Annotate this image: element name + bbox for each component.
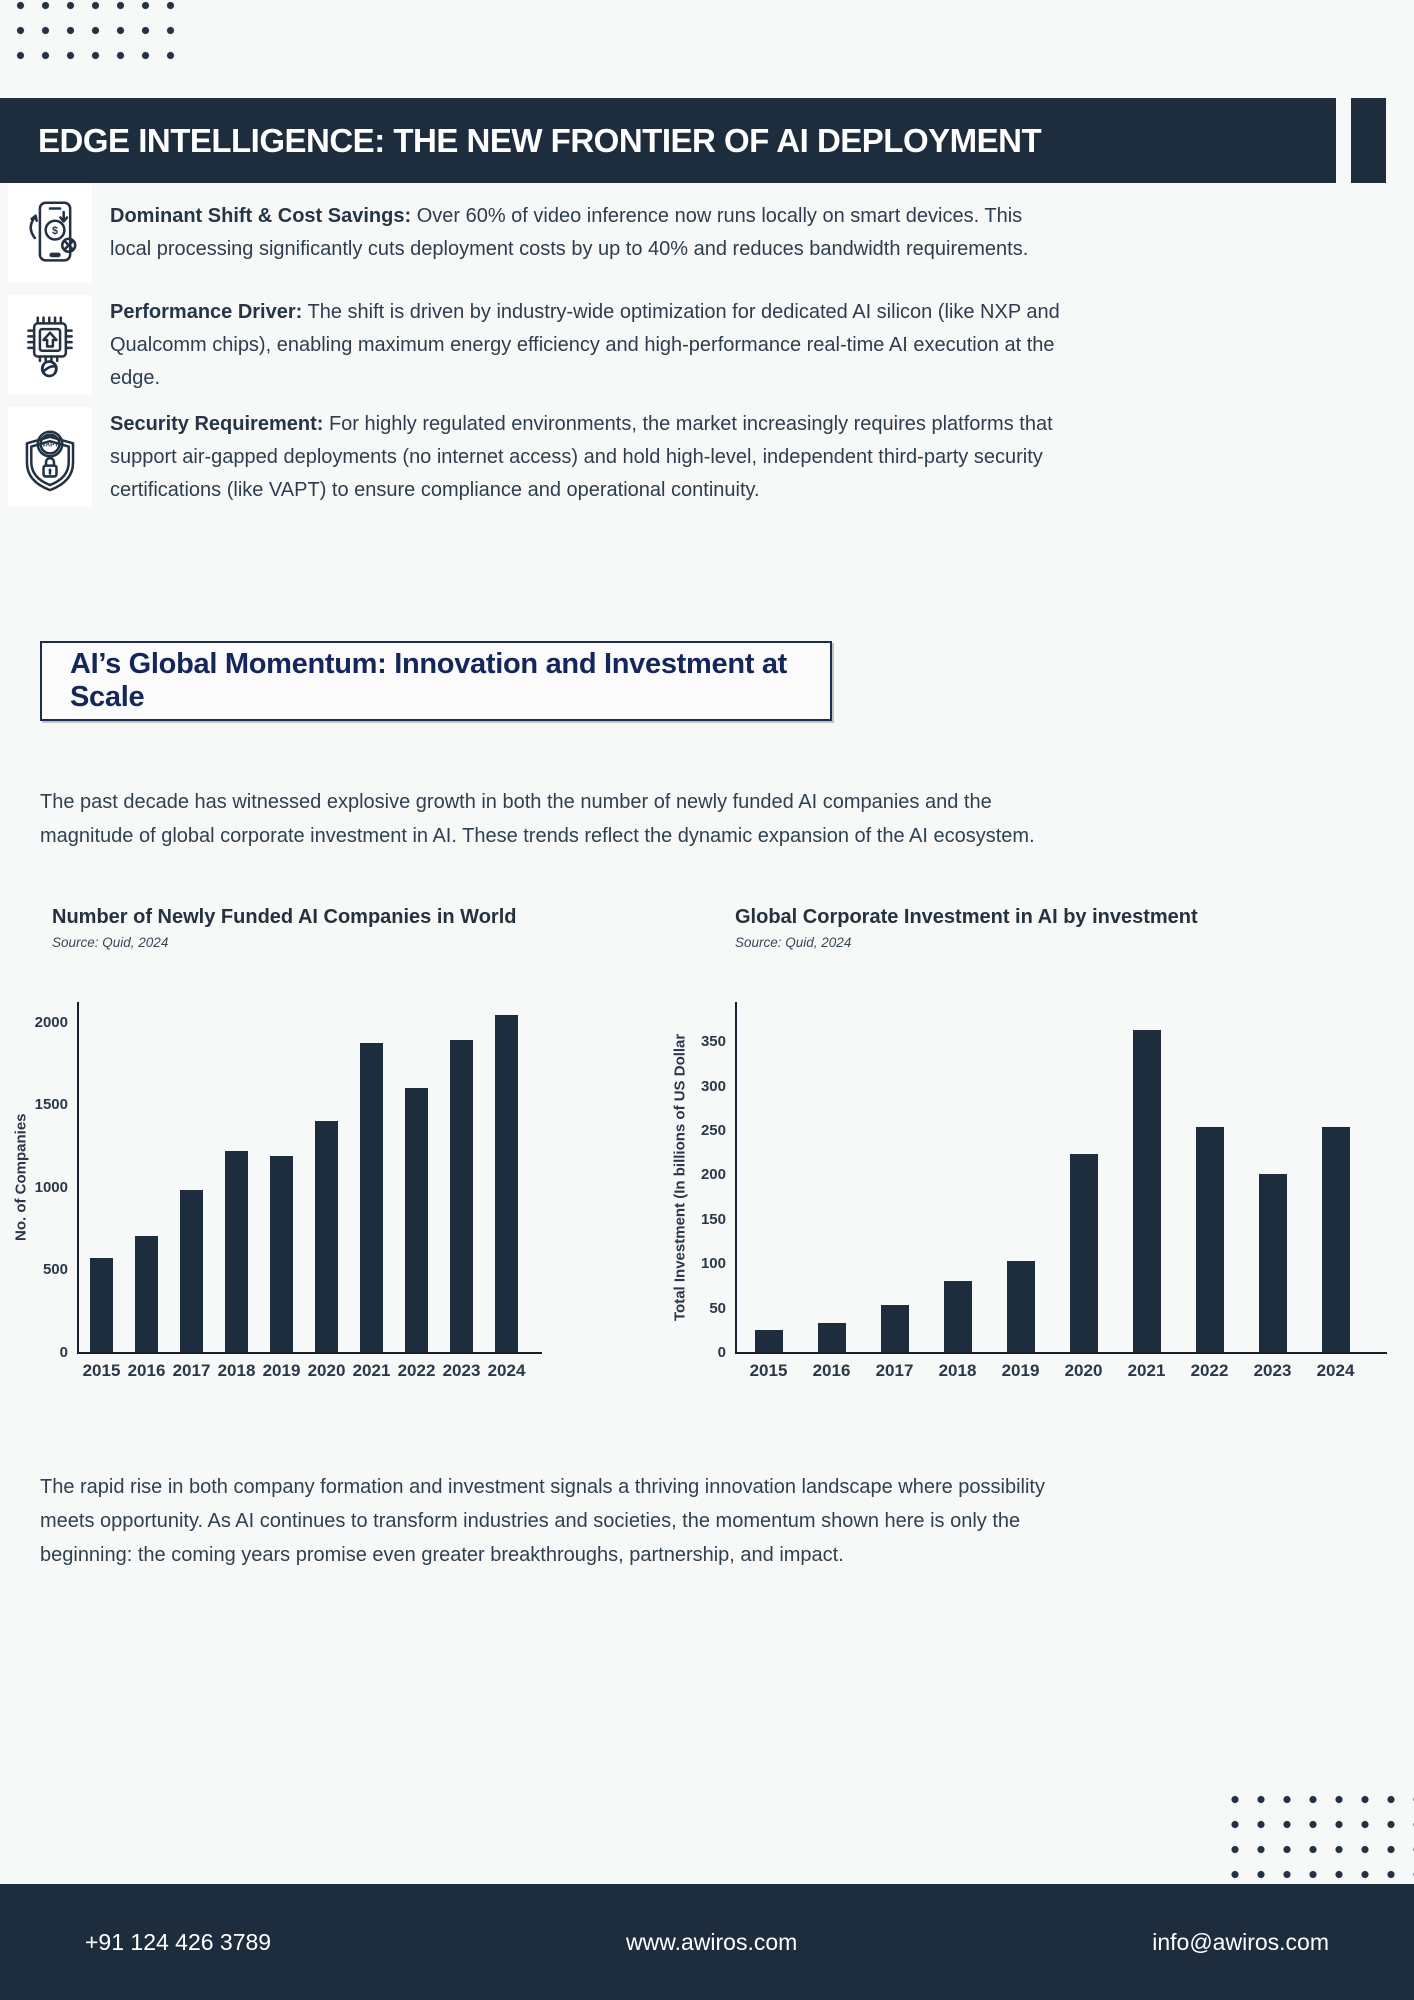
bar-2021 bbox=[1133, 1030, 1161, 1352]
bar-2020 bbox=[1070, 1154, 1098, 1352]
x-tick-2016: 2016 bbox=[812, 1361, 851, 1380]
x-tick-2015: 2015 bbox=[749, 1361, 788, 1380]
y-tick-500: 500 bbox=[42, 1261, 68, 1279]
dollar-symbol: $ bbox=[52, 225, 59, 238]
header-accent-block bbox=[1351, 98, 1386, 183]
bar-2023 bbox=[1259, 1174, 1287, 1352]
y-tick-2000: 2000 bbox=[34, 1013, 68, 1031]
y-tick-0: 0 bbox=[59, 1344, 68, 1361]
x-tick-2018: 2018 bbox=[938, 1361, 977, 1380]
chart-source: Source: Quid, 2024 bbox=[52, 935, 169, 950]
y-tick-300: 300 bbox=[700, 1077, 726, 1095]
list-item bbox=[8, 407, 1083, 507]
x-tick-2023: 2023 bbox=[442, 1361, 481, 1380]
bar-column-2019 bbox=[262, 1002, 301, 1380]
bar-2020 bbox=[315, 1121, 338, 1352]
bar-2021 bbox=[360, 1043, 383, 1352]
chart-plot-area bbox=[668, 1002, 1388, 1380]
vapt-badge-label: VAPT bbox=[41, 441, 59, 449]
y-axis-label: Total Investment (In billions of US Dollar bbox=[671, 1033, 689, 1321]
y-tick-250: 250 bbox=[700, 1121, 726, 1139]
bar-2015 bbox=[755, 1330, 783, 1352]
bar-column-2016 bbox=[127, 1002, 166, 1380]
y-tick-350: 350 bbox=[700, 1033, 726, 1051]
bar-column-2017 bbox=[875, 1002, 914, 1380]
bar-column-2021 bbox=[352, 1002, 391, 1380]
bar-2017 bbox=[180, 1190, 203, 1352]
icon-box bbox=[8, 295, 92, 395]
bar-2016 bbox=[135, 1236, 158, 1352]
bullet-body: Over 60% of video inference now runs locally on smart devices. This local processing significantly cuts deployment costs by up to 40% and reduces bandwidth requirements. bbox=[110, 205, 1029, 260]
y-tick-100: 100 bbox=[700, 1255, 726, 1273]
x-tick-2019: 2019 bbox=[262, 1361, 301, 1380]
bar-2024 bbox=[495, 1015, 518, 1352]
phone-cost-savings-icon bbox=[14, 190, 86, 276]
bar-column-2022 bbox=[397, 1002, 436, 1380]
bullet-body: For highly regulated environments, the market increasingly requires platforms that support air-gapped deployments (no internet access) and hold high-level, independent third-party security certifications (like VAPT) to ensure compliance and operational continuity. bbox=[110, 412, 1053, 501]
y-tick-50: 50 bbox=[709, 1299, 726, 1317]
icon-box bbox=[8, 407, 92, 507]
bars-area bbox=[77, 1002, 542, 1380]
bar-2022 bbox=[1196, 1127, 1224, 1352]
key-points-list bbox=[8, 183, 1083, 519]
bullet-body: The shift is driven by industry-wide optimization for dedicated AI silicon (like NXP and Qualcomm chips), enabling maximum energy efficiency and high-performance real-time AI execution at the edge. bbox=[110, 300, 1060, 389]
y-tick-200: 200 bbox=[700, 1166, 726, 1184]
x-tick-2018: 2018 bbox=[217, 1361, 256, 1380]
dot-pattern-top-left bbox=[8, 0, 184, 74]
chart-source: Source: Quid, 2024 bbox=[735, 935, 852, 950]
bar-2016 bbox=[818, 1323, 846, 1352]
x-tick-2019: 2019 bbox=[1001, 1361, 1040, 1380]
dot-pattern-bottom-right bbox=[1222, 1787, 1414, 1884]
shield-vapt-icon bbox=[14, 414, 86, 500]
bar-column-2023 bbox=[1253, 1002, 1292, 1380]
bullet-label: Security Requirement: bbox=[110, 412, 324, 435]
x-tick-2020: 2020 bbox=[307, 1361, 346, 1380]
bar-column-2021 bbox=[1127, 1002, 1166, 1380]
intro-paragraph: The past decade has witnessed explosive growth in both the number of newly funded AI companies and the magnitude of global corporate investment in AI. These trends reflect the dynamic expansion of the AI ecosystem. bbox=[40, 791, 1035, 847]
bars-area bbox=[735, 1002, 1387, 1380]
page-title: EDGE INTELLIGENCE: THE NEW FRONTIER OF AI DEPLOYMENT bbox=[38, 121, 1042, 159]
y-tick-1000: 1000 bbox=[34, 1178, 68, 1196]
y-axis-ticks bbox=[692, 1002, 735, 1361]
bar-2019 bbox=[1007, 1261, 1035, 1352]
bar-2023 bbox=[450, 1040, 473, 1352]
chart-plot-area bbox=[10, 1002, 550, 1380]
bar-2017 bbox=[881, 1305, 909, 1352]
x-tick-2023: 2023 bbox=[1253, 1361, 1292, 1380]
x-tick-2021: 2021 bbox=[352, 1361, 391, 1380]
x-tick-2017: 2017 bbox=[172, 1361, 211, 1380]
x-tick-2022: 2022 bbox=[1190, 1361, 1229, 1380]
bar-column-2015 bbox=[82, 1002, 121, 1380]
bullet-text bbox=[110, 200, 1060, 266]
bar-2018 bbox=[944, 1281, 972, 1352]
bar-column-2019 bbox=[1001, 1002, 1040, 1380]
x-tick-2020: 2020 bbox=[1064, 1361, 1103, 1380]
icon-box bbox=[8, 183, 92, 283]
companies-chart bbox=[10, 902, 550, 1380]
bar-2024 bbox=[1322, 1127, 1350, 1352]
bar-column-2017 bbox=[172, 1002, 211, 1380]
y-tick-150: 150 bbox=[700, 1210, 726, 1228]
x-tick-2021: 2021 bbox=[1127, 1361, 1166, 1380]
list-item bbox=[8, 295, 1083, 395]
ai-chip-icon bbox=[14, 302, 86, 388]
bar-column-2018 bbox=[217, 1002, 256, 1380]
bar-column-2024 bbox=[487, 1002, 526, 1380]
y-tick-1500: 1500 bbox=[34, 1096, 68, 1114]
x-tick-2022: 2022 bbox=[397, 1361, 436, 1380]
bar-column-2023 bbox=[442, 1002, 481, 1380]
bullet-label: Dominant Shift & Cost Savings: bbox=[110, 205, 412, 227]
bar-2019 bbox=[270, 1156, 293, 1352]
x-tick-2017: 2017 bbox=[875, 1361, 914, 1380]
section-heading-box bbox=[40, 641, 832, 721]
footer-phone: +91 124 426 3789 bbox=[85, 1928, 272, 1955]
bullet-text bbox=[110, 296, 1060, 395]
bar-2018 bbox=[225, 1151, 248, 1352]
bullet-text bbox=[110, 408, 1060, 507]
bar-2015 bbox=[90, 1258, 113, 1352]
closing-paragraph: The rapid rise in both company formation and investment signals a thriving innovation landscape where possibility meets opportunity. As AI continues to transform industries and societies, the momentum shown here is only the beginning: the coming years promise even greater breakthroughs, partnership, and impact. bbox=[40, 1476, 1045, 1566]
footer-email: info@awiros.com bbox=[1152, 1928, 1329, 1955]
x-tick-2015: 2015 bbox=[82, 1361, 121, 1380]
footer-website: www.awiros.com bbox=[626, 1928, 798, 1955]
footer-bar bbox=[0, 1884, 1414, 2000]
y-axis-label: No. of Companies bbox=[12, 1113, 30, 1241]
y-tick-0: 0 bbox=[717, 1344, 726, 1361]
bar-column-2018 bbox=[938, 1002, 977, 1380]
y-axis-ticks bbox=[32, 1002, 77, 1361]
x-tick-2024: 2024 bbox=[1316, 1361, 1355, 1380]
bar-2022 bbox=[405, 1088, 428, 1352]
x-tick-2016: 2016 bbox=[127, 1361, 166, 1380]
section-heading: AI’s Global Momentum: Innovation and Investment at Scale bbox=[70, 648, 788, 713]
bar-column-2020 bbox=[307, 1002, 346, 1380]
header-banner bbox=[0, 98, 1336, 183]
bullet-label: Performance Driver: bbox=[110, 300, 303, 323]
x-tick-2024: 2024 bbox=[487, 1361, 526, 1380]
investment-chart bbox=[668, 902, 1388, 1380]
list-item bbox=[8, 183, 1083, 283]
bar-column-2024 bbox=[1316, 1002, 1355, 1380]
bar-column-2015 bbox=[749, 1002, 788, 1380]
bar-column-2022 bbox=[1190, 1002, 1229, 1380]
chart-title: Global Corporate Investment in AI by investment bbox=[735, 906, 1198, 928]
bar-column-2020 bbox=[1064, 1002, 1103, 1380]
bar-column-2016 bbox=[812, 1002, 851, 1380]
chart-title: Number of Newly Funded AI Companies in World bbox=[52, 906, 517, 928]
